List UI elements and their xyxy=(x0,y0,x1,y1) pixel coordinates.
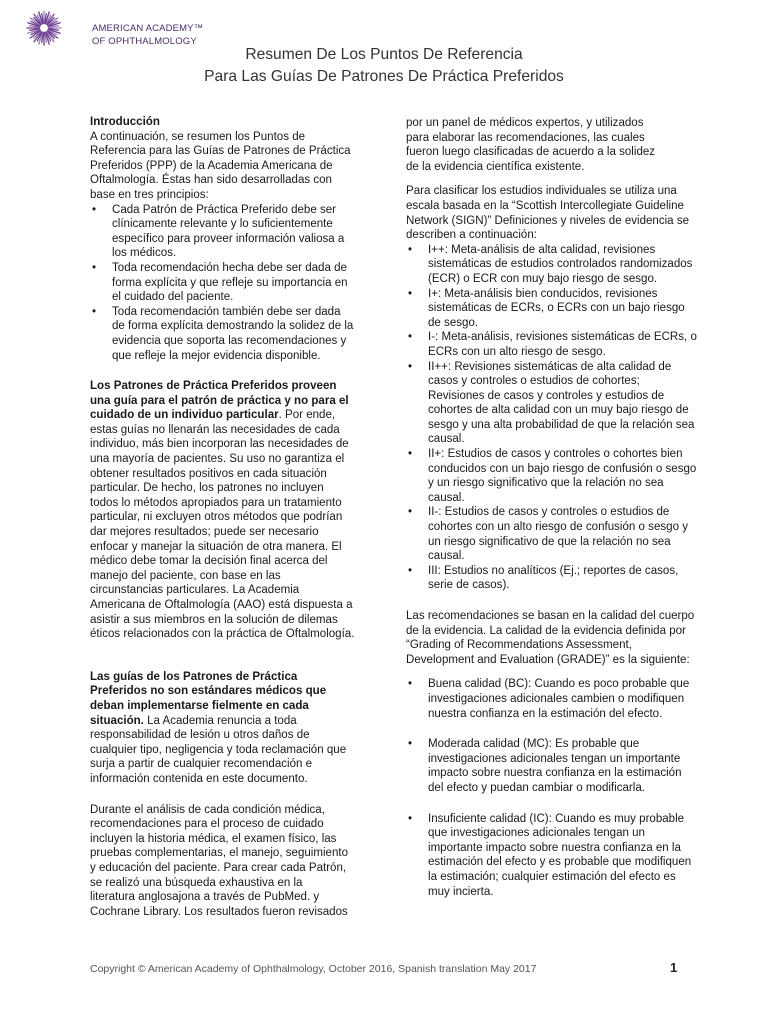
text-line: Cochrane Library. Los resultados fueron revisados xyxy=(90,905,348,918)
text-line: asistir a sus miembros en la solución de dilemas xyxy=(90,613,338,626)
text-line: Preferidos (PPP) de la Academia Americana de xyxy=(90,159,333,172)
text-line: (ECR) o ECR con muy bajo riesgo de sesgo. xyxy=(428,272,658,285)
list-item xyxy=(406,330,728,359)
text-line: Americana de Oftalmología (AAO) está dispuesta a xyxy=(90,599,353,611)
text-line: Referencia para las Guías de Patrones de Práctica xyxy=(90,145,351,158)
principles-list xyxy=(90,203,386,364)
text-line: Durante el análisis de cada condición médica, xyxy=(90,803,325,816)
text-line: importante impacto sobre nuestra confianza en la xyxy=(428,841,681,854)
text-line: dar mejores resultados; puede ser necesario xyxy=(90,526,319,539)
text-line: del efecto y puedan cambiar o modificarla. xyxy=(428,781,645,794)
text-line: • I+: Meta-análisis bien conducidos, revisiones xyxy=(428,287,658,300)
list-item xyxy=(406,812,728,900)
text-line: Oftalmología. Éstas han sido desarrolladas con xyxy=(90,174,332,187)
text-line: recomendaciones para el proceso de cuidado xyxy=(90,818,324,831)
text-line: por un panel de médicos expertos, y utilizados xyxy=(406,117,644,129)
text-line: muy incierta. xyxy=(428,885,494,898)
page-number: 1 xyxy=(670,960,678,975)
text-line: base en tres principios: xyxy=(90,188,209,201)
text-line: • Toda recomendación hecha debe ser dada de xyxy=(112,261,347,274)
text-line: específico para proveer información valiosa a xyxy=(112,232,345,245)
text-line: y un riesgo significativo que la relación no sea xyxy=(428,477,664,490)
text-line: éticos relacionados con la práctica de Oftalmología. xyxy=(90,628,355,641)
text-line: obtener resultados positivos en cada situación xyxy=(90,467,327,480)
text-line: Para clasificar los estudios individuales se utiliza una xyxy=(406,185,677,198)
aao-starburst-icon xyxy=(26,10,62,46)
text-line: cohortes de alta calidad con un muy bajo riesgo de xyxy=(428,404,689,417)
text-line: y educación del paciente. Para crear cada Patrón, xyxy=(90,861,347,874)
text-line: • I++: Meta-análisis de alta calidad, revisiones xyxy=(428,243,656,256)
text-line: médico debe tomar la decisión final acerca del xyxy=(90,555,328,568)
bold-text: cuidado de un individuo particular xyxy=(90,409,279,422)
text-line: estas guías no llenarán las necesidades de cada xyxy=(90,423,340,436)
text-line: que refleje la mejor evidencia disponible. xyxy=(112,349,321,362)
list-item xyxy=(406,243,728,287)
list-item xyxy=(406,287,728,331)
list-item xyxy=(406,447,728,505)
text-line: un riesgo significativo de que la relación no sea xyxy=(428,535,671,548)
text-line: Development and Evaluation (GRADE)” es la siguiente: xyxy=(406,653,690,666)
text-line: responsabilidad de lesión u otros daños de xyxy=(90,729,310,742)
text-line: forma explícita y que refleje su importancia en xyxy=(112,276,348,289)
text-line: Las guías de los Patrones de Práctica xyxy=(90,670,298,683)
text-line: información contenida en este documento. xyxy=(90,772,308,785)
text-line: • II-: Estudios de casos y controles o estudios de xyxy=(428,506,670,519)
text-line: Preferidos no son estándares médicos que xyxy=(90,685,327,698)
right-column xyxy=(406,116,728,899)
text-line: enfocar y manejar la situación de otra manera. El xyxy=(90,540,342,553)
list-item xyxy=(406,564,728,593)
text-line: • II++: Revisiones sistemáticas de alta calidad de xyxy=(428,360,672,373)
text-line: casos y controles o estudios de cohortes; xyxy=(428,375,640,388)
text-line: sistemáticas de estudios controlados randomizados xyxy=(428,258,693,271)
text-line: describen a continuación: xyxy=(406,229,537,242)
quality-grades-list xyxy=(406,677,728,899)
text-line: • Moderada calidad (MC): Es probable que xyxy=(428,738,640,751)
text-line: todos lo métodos apropiados para un tratamiento xyxy=(90,496,342,509)
text-line: impacto sobre nuestra confianza en la estimación xyxy=(428,767,682,780)
organization-name-line2: OF OPHTHALMOLOGY xyxy=(92,35,197,47)
text-line: • Toda recomendación también debe ser dada xyxy=(112,305,341,318)
text-line: serie de casos). xyxy=(428,579,510,592)
copyright-footer: Copyright © American Academy of Ophthalmology, October 2016, Spanish translation May 2017 xyxy=(90,963,537,975)
list-item xyxy=(406,360,728,448)
text-span: . Por ende, xyxy=(278,409,336,422)
text-line: cohortes con un alto riesgo de confusión o sesgo y xyxy=(428,521,688,534)
text-line: de la evidencia. La calidad de la evidencia definida por xyxy=(406,624,686,637)
text-line: surja a partir de cualquier recomendación e xyxy=(90,758,313,771)
text-line: sesgo y una alta probabilidad de que la relación sea xyxy=(428,418,695,431)
text-line: • I-: Meta-análisis, revisiones sistemáticas de ECRs, o xyxy=(428,331,697,344)
text-line: incluyen la historia médica, el examen físico, las xyxy=(90,832,337,845)
list-item xyxy=(90,305,386,363)
text-line: individuo, más bien incorporan las necesidades de xyxy=(90,438,349,451)
list-item xyxy=(90,261,386,305)
text-line: causal. xyxy=(428,550,465,563)
text-line: causal. xyxy=(428,433,465,446)
text-line: los médicos. xyxy=(112,247,177,260)
text-line: de sesgo. xyxy=(428,316,479,329)
document-title xyxy=(0,44,768,88)
text-line: literatura anglosajona a través de PubMed. y xyxy=(90,891,320,904)
text-line: investigaciones adicionales cambien o modifiquen xyxy=(428,692,685,705)
text-line: de la evidencia científica existente. xyxy=(406,160,585,173)
text-span: La Academia renuncia a toda xyxy=(143,714,297,727)
text-line: cualquier tipo, negligencia y toda reclamación que xyxy=(90,743,347,756)
list-item xyxy=(90,203,386,261)
text-line: investigaciones adicionales tengan un importante xyxy=(428,752,681,765)
bold-text: situación. xyxy=(90,714,144,727)
text-line: para elaborar las recomendaciones, las cuales xyxy=(406,131,645,144)
text-line: particular. De hecho, los patrones no incluyen xyxy=(90,482,324,495)
text-line: la estimación; cualquier estimación del efecto es xyxy=(428,870,676,883)
evidence-levels-list xyxy=(406,243,728,593)
text-line: A continuación, se resumen los Puntos de xyxy=(90,130,306,143)
text-line: circunstancias particulares. La Academia xyxy=(90,584,300,597)
intro-heading: Introducción xyxy=(90,116,160,128)
text-line: una mayoría de pacientes. Su uso no garantiza el xyxy=(90,453,345,466)
text-line: clínicamente relevante y lo suficientemente xyxy=(112,218,333,231)
text-line: el cuidado del paciente. xyxy=(112,291,234,304)
text-line: • Buena calidad (BC): Cuando es poco probable que xyxy=(428,678,690,691)
text-line: • Insuficiente calidad (IC): Cuando es muy probable xyxy=(428,812,685,825)
text-line: deban implementarse fielmente en cada xyxy=(90,699,309,712)
text-line: causal. xyxy=(428,491,465,504)
list-item xyxy=(406,737,728,795)
text-line: pruebas complementarias, el manejo, seguimiento xyxy=(90,847,349,860)
text-line xyxy=(90,408,386,423)
text-line: Las recomendaciones se basan en la calidad del cuerpo xyxy=(406,610,695,622)
text-line: una guía para el patrón de práctica y no para el xyxy=(90,394,349,407)
text-line: fueron luego clasificadas de acuerdo a la solidez xyxy=(406,146,656,159)
text-line: evidencia que soporta las recomendaciones y xyxy=(112,334,347,347)
text-line: “Grading of Recommendations Assessment, xyxy=(406,639,632,652)
list-item xyxy=(406,505,728,563)
text-line: • II+: Estudios de casos y controles o cohortes bien xyxy=(428,448,683,461)
document-title-line2: Para Las Guías De Patrones De Práctica Preferidos xyxy=(204,68,564,85)
text-line: de forma explícita demostrando la solidez de la xyxy=(112,320,354,333)
text-line: Los Patrones de Práctica Preferidos proveen xyxy=(90,380,337,393)
text-line: • III: Estudios no analíticos (Ej.; reportes de casos, xyxy=(428,564,679,577)
organization-name-line1: AMERICAN ACADEMY™ xyxy=(92,23,204,34)
text-line: • Cada Patrón de Práctica Preferido debe ser xyxy=(112,203,337,216)
text-line: se realizó una búsqueda exhaustiva en la xyxy=(90,876,303,889)
text-line: manejo del paciente, con base en las xyxy=(90,569,281,582)
list-item xyxy=(406,677,728,721)
text-line: sistemáticas de ECRs, o ECRs con un bajo riesgo xyxy=(428,302,685,315)
text-line: Revisiones de casos y controles y estudios de xyxy=(428,389,665,402)
text-line: particular, ni excluyen otros métodos que podrían xyxy=(90,511,343,524)
text-line: nuestra confianza en la estimación del efecto. xyxy=(428,707,663,720)
text-line: que investigaciones adicionales tengan un xyxy=(428,827,645,840)
left-column xyxy=(90,115,386,919)
text-line: estimación del efecto y es probable que modifiquen xyxy=(428,856,692,869)
text-line: conducidos con un bajo riesgo de confusión o sesgo xyxy=(428,462,697,475)
text-line: ECRs con un alto riesgo de sesgo. xyxy=(428,345,606,358)
text-line: escala basada en la “Scottish Intercollegiate Guideline xyxy=(406,199,684,212)
text-line xyxy=(90,714,386,729)
text-line: Network (SIGN)” Definiciones y niveles de evidencia se xyxy=(406,214,690,227)
document-title-line1: Resumen De Los Puntos De Referencia xyxy=(245,46,523,63)
